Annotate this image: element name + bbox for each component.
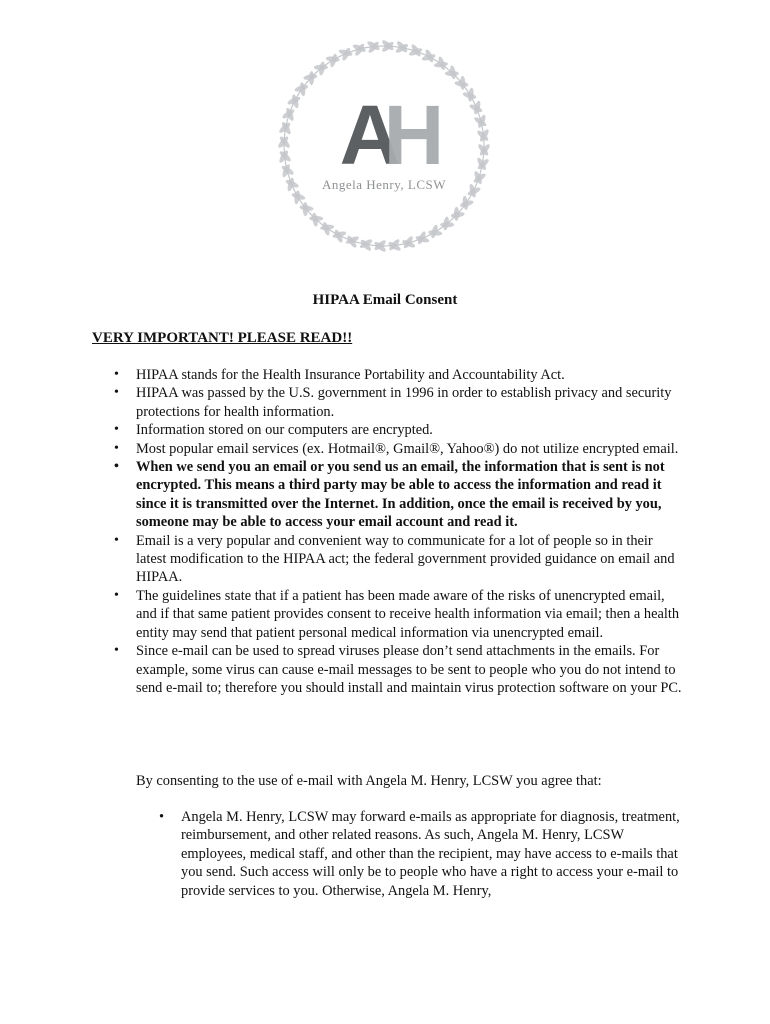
wreath-leaf (440, 222, 454, 227)
list-item: • The guidelines state that if a patient has been made aware of the risks of unencrypted email, and if that same patient provides consent to receive health information via email; then a health entity may send that patient personal medical information via unencrypted email. (136, 587, 684, 642)
logo-name: Angela Henry, LCSW (321, 177, 447, 192)
wreath-logo-graphic (274, 36, 494, 256)
consent-bullet-list (181, 808, 681, 900)
wreath-leaf (303, 202, 308, 216)
monogram-letter-a: A (339, 88, 401, 182)
list-item: • HIPAA was passed by the U.S. government in 1996 in order to establish privacy and security protections for health information. (136, 384, 684, 421)
list-item-bold: • When we send you an email or you send us an email, the information that is sent is not encrypted. This means a third party may be able to access the information and read it since it is transmitted over the Internet. In addition, once the email is received by you, someone may be able to access your email account and read it. (136, 458, 684, 532)
wreath-leaf (303, 73, 318, 80)
wreath-leaf (450, 211, 465, 218)
consent-intro: By consenting to the use of e-mail with Angela M. Henry, LCSW you agree that: (136, 773, 602, 789)
logo (274, 36, 494, 256)
wreath-leaf (311, 212, 318, 227)
list-item: • HIPAA stands for the Health Insurance Portability and Accountability Act. (136, 366, 684, 384)
list-item: • Information stored on our computers are encrypted. (136, 421, 684, 439)
document-title: HIPAA Email Consent (312, 292, 458, 308)
list-item: • Since e-mail can be used to spread viruses please don’t send attachments in the emails. For example, some virus can cause e-mail messages to be sent to people who you do not intend to send e-mail to; therefore you should install and maintain virus protection software on your PC. (136, 642, 684, 697)
list-item: • Angela M. Henry, LCSW may forward e-mails as appropriate for diagnosis, treatment, reimbursement, and other related reasons. As such, Angela M. Henry, LCSW employees, medical staff, and other than the recipient, may have access to e-mails that you send. Such access will only be to people who have a right to access your e-mail to provide services to you. Otherwise, Angela M. Henry, (181, 808, 681, 900)
wreath-leaf (460, 76, 465, 90)
monogram-letter-h: H (383, 88, 445, 182)
list-item: • Most popular email services (ex. Hotmail®, Gmail®, Yahoo®) do not utilize encrypted email. (136, 440, 684, 458)
bullet-list (136, 366, 684, 697)
list-item: • Email is a very popular and convenient way to communicate for a lot of people so in their latest modification to the HIPAA act; the federal government provided guidance on email and HIPAA. (136, 532, 684, 587)
warning-heading: VERY IMPORTANT! PLEASE READ!! (92, 330, 353, 346)
wreath-leaf (449, 65, 456, 80)
wreath-leaf (314, 65, 328, 70)
